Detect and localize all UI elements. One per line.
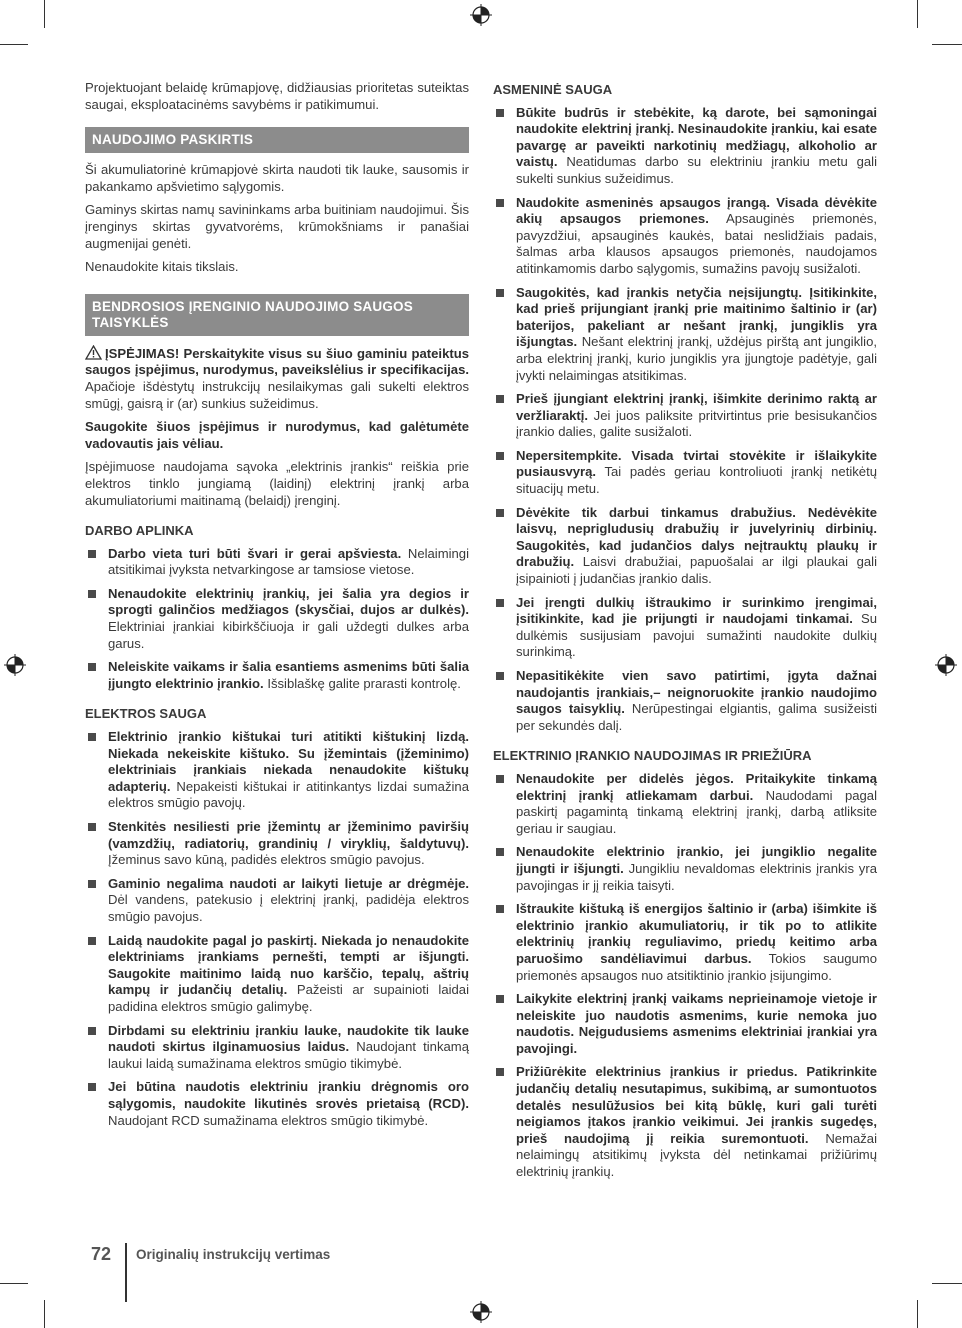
item-text: Naudojant RCD sumažinama elektros smūgio tikimybė. — [108, 1112, 429, 1128]
item-text: Neatidumas darbo su elektriniu įrankiu metu gali sukelti sunkius sužeidimus. — [516, 154, 877, 186]
item-text: Naudodami pagal paskirtį pagamintą tinkamą elektrinį įrankį, darbą atliksite geriau ir saugiau. — [516, 787, 877, 836]
bullet-square-icon — [496, 995, 504, 1003]
item-bold: Jei būtina naudotis elektriniu įrankiu drėgnomis oro sąlygomis, naudokite likutinės srovės prietaisą (RCD). — [108, 1079, 469, 1111]
bullet-square-icon — [88, 1083, 96, 1091]
item-bold: Stenkitės nesiliesti prie įžemintų ar įžeminimo paviršių (vamzdžių, radiatorių, grandinių / viryklių, šaldytuvų). — [108, 819, 469, 851]
list-item — [493, 105, 877, 188]
list-item — [85, 729, 469, 812]
item-bold: Gaminio negalima naudoti ar laikyti lietuje ar drėgmėje. — [108, 875, 469, 891]
page-number: 72 — [91, 1244, 112, 1264]
list-item — [493, 668, 877, 734]
bullet-square-icon — [496, 775, 504, 783]
keep-instructions-bold: Saugokite šiuos įspėjimus ir nurodymus, kad galėtumėte vadovautis jais vėliau. — [85, 419, 469, 451]
list-item — [493, 771, 877, 837]
paragraph: Gaminys skirtas namų savininkams arba buitiniam naudojimui. Šis įrenginys skirtas gyvatvorėms, krūmokšniams ir panašiai augmenijai genėti. — [85, 202, 469, 251]
paragraph: Ši akumuliatorinė krūmapjovė skirta naudoti tik lauke, sausomis ir pakankamo apšvietimo sąlygomis. — [85, 162, 469, 194]
footer-text: Originalių instrukcijų vertimas — [136, 1247, 331, 1262]
list-item — [493, 991, 877, 1057]
warning-triangle-icon — [85, 345, 102, 360]
registration-mark-icon — [935, 654, 957, 676]
list-item — [493, 595, 877, 661]
bullet-square-icon — [496, 599, 504, 607]
list-item — [85, 1079, 469, 1129]
work-area-list — [85, 546, 469, 693]
warning-bold-text: ĮSPĖJIMAS! Perskaitykite visus su šiuo gaminiu pateiktus saugos įspėjimus, nurodymus, paveikslėlius ir specifikacijas. — [85, 345, 469, 378]
list-item — [85, 586, 469, 652]
list-item — [85, 819, 469, 869]
list-item — [493, 1064, 877, 1180]
item-text: Jungikliu nevaldomas elektrinis įrankis yra pavojingas ir jį reikia taisyti. — [516, 860, 877, 893]
bullet-square-icon — [496, 199, 504, 207]
list-item — [85, 659, 469, 692]
item-bold: Ištraukite kištuką iš energijos šaltinio ir (arba) išimkite iš elektrinio įrankio akumuliatorių, ir tik po to atlikite elektrinių įrankių reguliavimo, priedų keitimo arba paruošimo sandėliavimui darbus. — [516, 901, 877, 966]
personal-safety-list — [493, 105, 877, 735]
bullet-square-icon — [88, 823, 96, 831]
list-item — [493, 901, 877, 984]
item-bold: Jei įrengti dulkių ištraukimo ir surinkimo įrengimai, įsitikinkite, kad jie prijungti ir naudojami tinkamai. — [516, 594, 877, 627]
crop-mark-top-right-h — [932, 44, 962, 45]
bullet-square-icon — [496, 289, 504, 297]
left-column — [85, 80, 469, 1136]
subheading-tool-use-and-care: ELEKTRINIO ĮRANKIO NAUDOJIMAS IR PRIEŽIŪRA — [493, 748, 812, 764]
crop-mark-bottom-left-v — [44, 1300, 45, 1328]
item-text: Nešant elektrinį įrankį, uždėjus pirštą ant jungiklio, arba elektrinį įrankį, kurio jungiklis yra įjungtoje padėtyje, gali įvykti nelaimingas atsitikimas. — [516, 334, 877, 383]
bullet-square-icon — [496, 395, 504, 403]
item-text: Elektriniai įrankiai kibirkščiuoja ir gali uždegti dulkes arba garus. — [108, 619, 469, 651]
paragraph: Nenaudokite kitais tikslais. — [85, 259, 239, 275]
bullet-square-icon — [88, 590, 96, 598]
bullet-square-icon — [496, 1068, 504, 1076]
item-bold: Nenaudokite per didelės jėgos. Pritaikykite tinkamą elektrinį įrankį atliekamam darbui. — [516, 770, 877, 803]
item-text: Naudojant tinkamą laukui laidą sumažinama elektros smūgio tikimybė. — [108, 1039, 469, 1071]
item-text: Nemažai nelaimingų atsitikimų įvyksta dėl netinkamai prižiūrimų elektrinių įrankių. — [516, 1130, 877, 1180]
electrical-safety-list — [85, 729, 469, 1129]
section-heading-intended-use: NAUDOJIMO PASKIRTIS — [85, 127, 469, 153]
bullet-square-icon — [88, 1027, 96, 1035]
crop-mark-bottom-right-v — [917, 1300, 918, 1328]
list-item — [493, 448, 877, 498]
item-text: Nepakeisti kištukai ir atitinkantys lizdai sumažina elektros smūgio pavojų. — [108, 778, 469, 811]
crop-mark-top-left-v — [44, 0, 45, 28]
item-bold: Saugokitės, kad įrankis netyčia neįsijungtų. Įsitikinkite, kad prieš prijungiant įrankį prie maitinimo šaltinio ir (ar) baterijos, pakeliant ar nešant įrankį, jungiklis yra išjungtas. — [516, 284, 877, 350]
item-text: Išsiblaškę galite prarasti kontrolę. — [263, 675, 461, 691]
bullet-square-icon — [88, 880, 96, 888]
warning-text: Apačioje išdėstytų instrukcijų nesilaikymas gali sukelti elektros smūgį, gaisrą ir (ar) sunkius sužeidimus. — [85, 378, 469, 411]
bullet-square-icon — [496, 109, 504, 117]
item-bold: Nepersitempkite. Visada tvirtai stovėkite ir išlaikykite pusiausvyrą. — [516, 447, 877, 480]
subheading-electrical-safety: ELEKTROS SAUGA — [85, 706, 207, 722]
warning-paragraph — [85, 345, 469, 412]
item-bold: Dirbdami su elektriniu įrankiu lauke, naudokite tik lauke naudoti skirtus ilginamuosius laidus. — [108, 1022, 469, 1055]
list-item — [493, 285, 877, 385]
bullet-square-icon — [496, 848, 504, 856]
bullet-square-icon — [88, 550, 96, 558]
subheading-personal-safety: ASMENINĖ SAUGA — [493, 82, 613, 97]
item-text: Tai padės geriau kontroliuoti įrankį netikėtų situacijų metu. — [516, 464, 877, 497]
item-bold: Elektrinio įrankio kištukai turi atitikti kištukinį lizdą. Niekada nekeiskite kištuko. Su įžemintais (įžeminimo) elektriniais įrankiais niekada nenaudokite kištukų adapterių. — [108, 729, 469, 794]
list-item — [493, 195, 877, 278]
item-bold: Laikykite elektrinį įrankį vaikams neprieinamoje vietoje ir neleiskite juo naudotis asmenims, kurie nemoka juo naudotis. Neįgudusiems asmenims elektriniai įrankiai yra pavojingi. — [516, 991, 877, 1056]
item-text: Pažeisti ar supainioti laidai padidina elektros smūgio galimybę. — [108, 982, 469, 1014]
crop-mark-bottom-left-h — [0, 1283, 28, 1284]
list-item — [493, 505, 877, 588]
item-text: Su dulkėmis susijusiam pavojui sumažinti naudokite dulkių surinkimą. — [516, 611, 877, 660]
bullet-square-icon — [496, 509, 504, 517]
item-text: Jei juos paliksite pritvirtintus prie besisukančios įrankio dalies, galite susižaloti. — [516, 407, 877, 440]
item-text: Tokios saugumo priemonės apsaugos nuo atsitiktinio įrankio įsijungimo. — [516, 950, 877, 983]
bullet-square-icon — [496, 672, 504, 680]
bullet-square-icon — [496, 905, 504, 913]
registration-mark-icon — [470, 1301, 492, 1323]
item-bold: Nepasitikėkite vien savo patirtimi, įgyta dažnai naudojantis įrankiais,– neignoruokite įrankio naudojimo saugos taisyklių. — [516, 668, 877, 717]
item-bold: Prižiūrėkite elektrinius įrankius ir priedus. Patikrinkite judančių detalių nesutapimus, sukibimą, ar sumontuotos detalės nesulūžusios bei kitą būklę, kuri gali turėti neigiamos įtakos įrankio veikimui. Jei įrankis sugedęs, prieš naudojimą jį reikia suremontuoti. — [516, 1064, 877, 1146]
list-item — [85, 1023, 469, 1073]
bullet-square-icon — [88, 733, 96, 741]
item-text: Nelaimingi atsitikimai įvyksta netvarkingose ar tamsiose vietose. — [108, 545, 469, 578]
bullet-square-icon — [88, 937, 96, 945]
crop-mark-top-left-h — [0, 44, 28, 45]
list-item — [493, 844, 877, 894]
keep-instructions — [85, 419, 469, 452]
item-bold: Darbo vieta turi būti švari ir gerai apšviesta. — [108, 545, 402, 561]
right-column — [493, 80, 877, 1188]
registration-mark-icon — [470, 4, 492, 26]
item-text: Nerūpestingai elgiantis, galima susižeisti per sekundės dalį. — [516, 701, 877, 733]
tool-use-care-list — [493, 771, 877, 1181]
item-bold: Nenaudokite elektrinio įrankio, jei jungiklio negalite įjungti ir išjungti. — [516, 844, 877, 876]
item-text: Apsauginės priemonės, pavyzdžiui, apsauginės kaukės, batai neslidžiais padais, šalmas arba klausos apsaugos priemonės, naudojamos atitinkamomis darbo sąlygomis, sumažins pavojų susižaloti. — [516, 211, 877, 276]
list-item — [493, 391, 877, 441]
list-item — [85, 876, 469, 926]
item-bold: Nenaudokite elektrinių įrankių, jei šalia yra degios ir sprogti galinčios medžiagos (skysčiai, dujos ar dulkės). — [108, 585, 469, 618]
intro-paragraph: Projektuojant belaidę krūmapjovę, didžiausias prioritetas suteiktas saugai, eksploatacinėms savybėms ir patikimumui. — [85, 80, 469, 112]
item-text: Dėl vandens, patekusio į elektrinį įrankį, padidėja elektros smūgio pavojus. — [108, 892, 469, 924]
crop-mark-bottom-right-h — [932, 1283, 962, 1284]
bullet-square-icon — [88, 663, 96, 671]
list-item — [85, 546, 469, 579]
item-bold: Būkite budrūs ir stebėkite, ką darote, bei sąmoningai naudokite elektrinį įrankį. Nesinaudokite įrankiu, kai esate pavargę ar paveikti narkotinių medžiagų, alkoholio ar vaistų. — [516, 104, 877, 170]
crop-mark-top-right-v — [917, 0, 918, 28]
item-bold: Dėvėkite tik darbui tinkamus drabužius. Nedėvėkite laisvų, neprigludusių drabužių ir juvelyrinių dirbinių. Saugokitės, kad judančios dalys neįtrauktų plaukų ir drabužių. — [516, 504, 877, 570]
footer-divider — [125, 1243, 127, 1302]
registration-mark-icon — [4, 654, 26, 676]
item-bold: Neleiskite vaikams ir šalia esantiems asmenims būti šalia įjungto elektrinio įrankio. — [108, 659, 469, 691]
bullet-square-icon — [496, 452, 504, 460]
item-text: Laisvi drabužiai, papuošalai ar ilgi plaukai gali įsipainioti į judančias įrankio dalis. — [516, 554, 877, 587]
item-bold: Laidą naudokite pagal jo paskirtį. Niekada jo nenaudokite elektriniams įrankiams pernešti, tempti ar išjungti. Saugokite maitinimo laidą nuo karščio, tepalų, aštrių kampų ir judančių detalių. — [108, 932, 469, 998]
term-paragraph: Įspėjimuose naudojama sąvoka „elektrinis įrankis“ reiškia prie elektros tinklo jungiamą (laidinį) elektrinį įrankį arba akumuliatoriumi maitinamą (belaidį) įrenginį. — [85, 459, 469, 508]
item-bold: Prieš įjungiant elektrinį įrankį, išimkite derinimo raktą ar veržliaraktį. — [516, 391, 877, 423]
section-heading-general-safety: BENDROSIOS ĮRENGINIO NAUDOJIMO SAUGOS TAISYKLĖS — [85, 294, 469, 336]
item-text: Įžeminus savo kūną, padidės elektros smūgio pavojus. — [108, 852, 425, 868]
subheading-work-area: DARBO APLINKA — [85, 523, 194, 539]
item-bold: Naudokite asmeninės apsaugos įrangą. Visada dėvėkite akių apsaugos priemones. — [516, 194, 877, 227]
list-item — [85, 933, 469, 1016]
